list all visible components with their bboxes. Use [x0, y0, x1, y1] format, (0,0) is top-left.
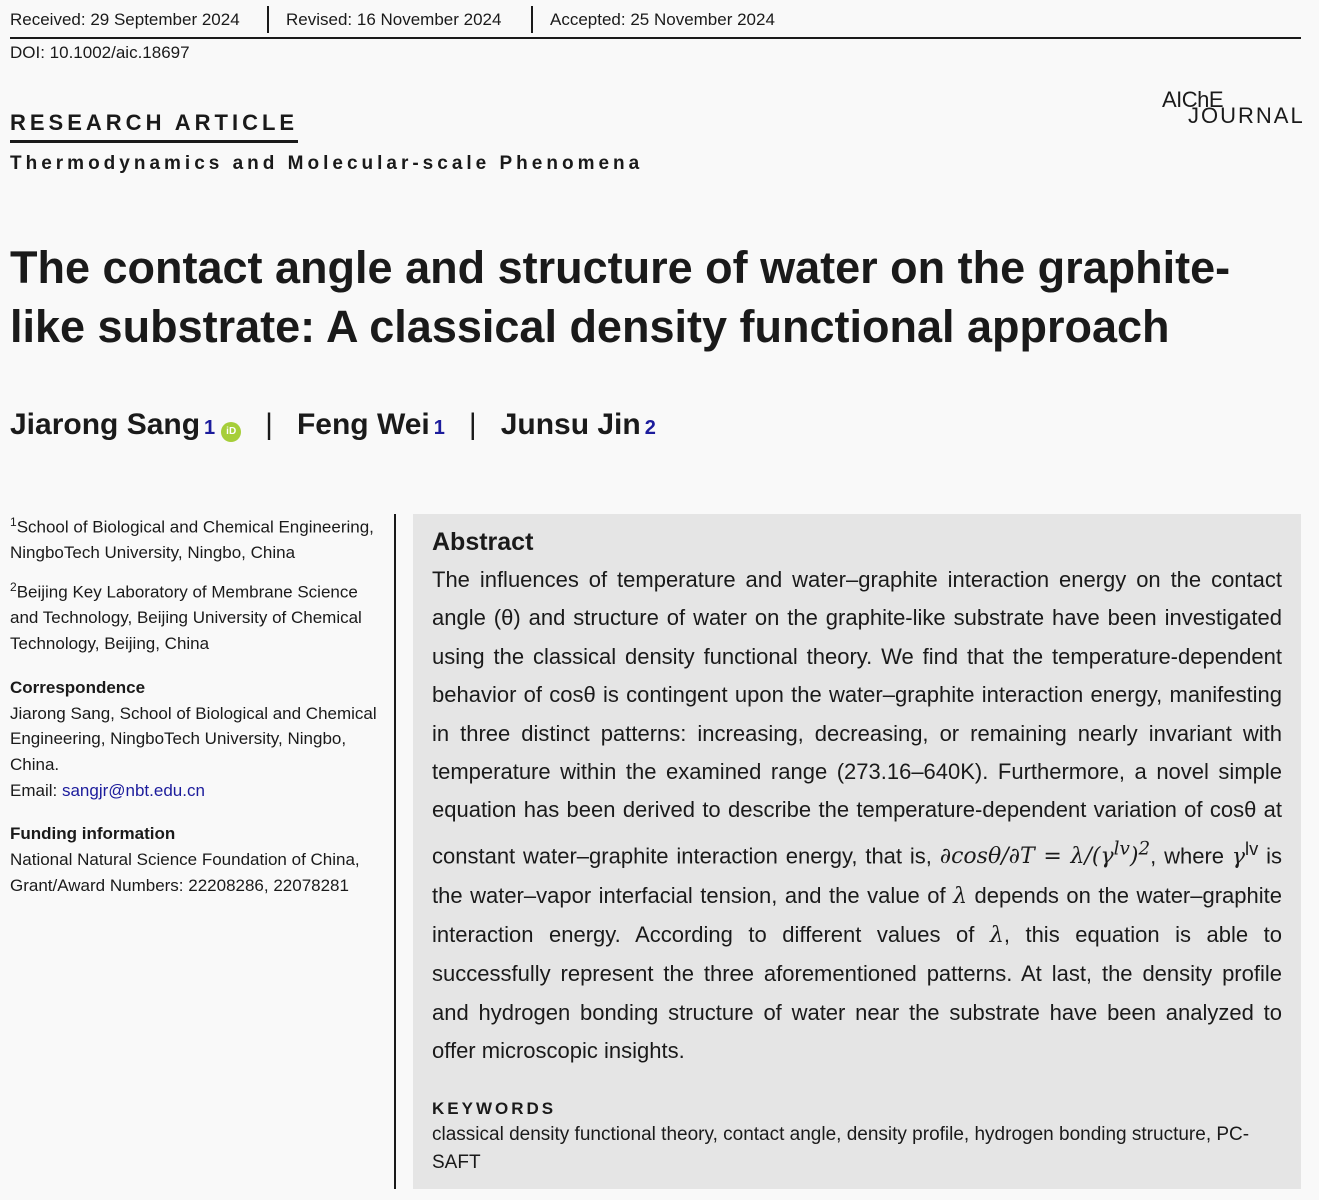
abstract-part: , where: [1150, 843, 1232, 869]
funding-heading: Funding information: [10, 824, 176, 844]
affiliation-ref[interactable]: 1: [204, 417, 216, 439]
article-type: RESEARCH ARTICLE: [10, 110, 298, 143]
abstract-box: [413, 514, 1301, 1189]
equation: [939, 838, 1151, 870]
accepted-date: Accepted: 25 November 2024: [550, 10, 775, 29]
email-link[interactable]: sangjr@nbt.edu.cn: [61, 780, 205, 800]
sidebar-info: [10, 510, 380, 898]
column-divider: [394, 514, 396, 1189]
section-heading: Thermodynamics and Molecular-scale Phenomena: [10, 153, 644, 174]
math-symbol: λ: [989, 922, 1004, 948]
author-separator: |: [468, 408, 477, 441]
funding-text: National Natural Science Foundation of China, Grant/Award Numbers: 22208286, 22078281: [10, 850, 360, 895]
affiliation-text: Beijing Key Laboratory of Membrane Science and Technology, Beijing University of Chemical Technology, Beijing, China: [10, 582, 362, 654]
revised-date: Revised: 16 November 2024: [269, 6, 533, 33]
abstract-part: The influences of temperature and water–graphite interaction energy on the contact angle (θ) and structure of water on the graphite-like substrate have been investigated using the classical density functional theory. We find that the temperature-dependent behavior of cosθ is contingent upon the water–graphite interaction energy, manifesting in three distinct patterns: increasing, decreasing, or remaining nearly invariant with temperature within the examined range (273.16–640K). Furthermore, a novel simple equation has been derived to describe the temperature-dependent variation of cosθ at constant water–graphite interaction energy, that is,: [432, 567, 1282, 869]
abstract-part: , this equation is able to successfully represent the three aforementioned patterns. At last, the density profile and hydrogen bonding structure of water near the substrate have been analyzed to offer microscopic insights.: [432, 921, 1282, 1064]
abstract-text: [432, 561, 1282, 1071]
paper-title: The contact angle and structure of water on the graphite-like substrate: A classical density functional approach: [10, 242, 1231, 352]
math-symbol: γ: [1231, 844, 1246, 870]
math-superscript: lv: [1245, 837, 1259, 859]
email-line: [10, 778, 380, 804]
author-name[interactable]: Jiarong Sang: [10, 408, 201, 441]
journal-logo-line2: JOURNAL: [1188, 103, 1305, 128]
abstract-part: depends on the water–graphite interaction energy. According to different values of: [432, 882, 1282, 947]
correspondence-text: Jiarong Sang, School of Biological and Chemical Engineering, NingboTech University, Ningbo, China.: [10, 703, 377, 774]
orcid-icon[interactable]: iD: [221, 422, 241, 442]
journal-logo-line1: AIChE: [1162, 87, 1224, 112]
publication-dates: [10, 6, 1301, 39]
doi: DOI: 10.1002/aic.18697: [10, 43, 190, 62]
equation-text: ∂cosθ/∂T = λ/(γ: [939, 844, 1114, 870]
affiliation-number: 1: [10, 515, 17, 529]
equation-superscript: 2: [1138, 838, 1151, 860]
email-label: Email:: [10, 780, 62, 800]
affiliation: [10, 575, 380, 657]
author-name[interactable]: Junsu Jin: [500, 408, 641, 441]
affiliation: [10, 510, 380, 566]
keywords-heading: KEYWORDS: [432, 1098, 557, 1118]
journal-logo: [1160, 87, 1305, 129]
equation-text: ): [1129, 844, 1139, 870]
equation-superscript: lv: [1113, 838, 1130, 860]
abstract-heading: Abstract: [432, 528, 534, 556]
abstract-part: is the water–vapor interfacial tension, and the value of: [432, 843, 1283, 908]
author-name[interactable]: Feng Wei: [296, 408, 430, 441]
author-separator: |: [265, 408, 273, 441]
affiliation-ref[interactable]: 1: [433, 417, 445, 439]
keywords-list: classical density functional theory, contact angle, density profile, hydrogen bonding structure, PC-SAFT: [432, 1123, 1250, 1173]
author-list: [10, 408, 656, 442]
affiliation-number: 2: [10, 580, 17, 595]
affiliation-ref[interactable]: 2: [644, 417, 656, 439]
affiliation-text: School of Biological and Chemical Engineering, NingboTech University, Ningbo, China: [10, 517, 374, 563]
received-date: Received: 29 September 2024: [10, 6, 269, 33]
math-symbol: λ: [953, 883, 968, 909]
correspondence-heading: Correspondence: [10, 677, 146, 697]
